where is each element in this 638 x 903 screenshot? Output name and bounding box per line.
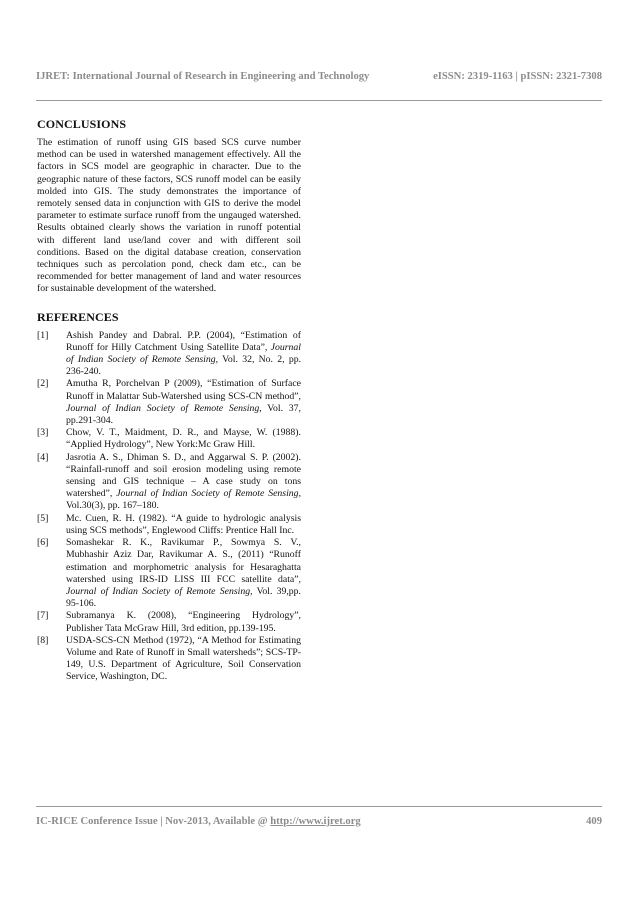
footer-info — [36, 816, 361, 827]
reference-item — [37, 378, 301, 427]
reference-item — [37, 427, 301, 451]
reference-journal: Journal of Indian Society of Remote Sensing — [66, 402, 260, 414]
reference-number: [7] — [37, 610, 49, 622]
reference-number: [1] — [37, 329, 49, 341]
reference-number: [4] — [37, 451, 49, 463]
main-column — [37, 117, 301, 684]
reference-text: Subramanya K. (2008), “Engineering Hydrology”, Publisher Tata McGraw Hill, 3rd edition, pp.139-195. — [66, 610, 301, 634]
page-footer — [36, 816, 602, 827]
reference-journal: Journal of Indian Society of Remote Sensing, — [66, 341, 301, 366]
conference-issue: IC-RICE Conference Issue | Nov-2013, Available @ — [36, 816, 271, 827]
journal-title: IJRET: International Journal of Research in Engineering and Technology — [36, 71, 370, 82]
reference-item — [37, 513, 301, 537]
conclusions-heading: CONCLUSIONS — [37, 117, 127, 131]
reference-text: Jasrotia A. S., Dhiman S. D., and Aggarwal S. P. (2002). “Rainfall-runoff and soil erosion modeling using remote sensing and GIS technique – A case study on tons watershed”, — [66, 451, 301, 500]
reference-text: Chow, V. T., Maidment, D. R., and Mayse, W. (1988). “Applied Hydrology”, New York:Mc Graw Hill. — [66, 427, 301, 451]
reference-number: [5] — [37, 512, 49, 524]
footer-divider — [36, 806, 602, 807]
reference-number: [6] — [37, 537, 49, 549]
reference-list — [37, 330, 301, 684]
reference-details: Vol. 39,pp. 95-106. — [66, 585, 301, 610]
reference-item — [37, 610, 301, 634]
reference-details: , Vol. 37, pp.291-304. — [66, 402, 301, 427]
reference-text: Mc. Cuen, R. H. (1982). “A guide to hydrologic analysis using SCS methods”, Englewood Cliffs: Prentice Hall Inc. — [66, 512, 301, 536]
references-heading: REFERENCES — [37, 309, 119, 324]
reference-text: Amutha R, Porchelvan P (2009), “Estimation of Surface Runoff in Malattar Sub-Watershed using SCS-CN method”, — [66, 378, 301, 402]
reference-item — [37, 537, 301, 610]
reference-journal: Journal of Indian Society of Remote Sensing, — [66, 585, 253, 597]
reference-item — [37, 635, 301, 684]
reference-item — [37, 330, 301, 379]
reference-item — [37, 452, 301, 513]
reference-number: [3] — [37, 427, 49, 439]
page-header — [36, 71, 602, 82]
reference-text: Somashekar R. K., Ravikumar P., Sowmya S. V., Mubhashir Aziz Dar, Ravikumar A. S., (2011) “Runoff estimation and morphometric analysis for Hesaraghatta watershed using IRS-ID LISS III FCC satellite data”, — [66, 537, 301, 585]
reference-number: [2] — [37, 378, 49, 390]
page-number: 409 — [586, 816, 602, 827]
reference-details: , Vol.30(3), pp. 167–180. — [66, 488, 301, 512]
reference-number: [8] — [37, 634, 49, 646]
conclusions-paragraph: The estimation of runoff using GIS based SCS curve number method can be used in watershed management effectively. All the factors in SCS model are geographic in character. Due to the geographic nature of these factors, SCS runoff model can be easily molded into GIS. The study demonstrates the importance of remotely sensed data in conjunction with GIS to derive the model parameter to estimate surface runoff from the ungauged watershed. Results obtained clearly shows the variation in runoff potential with different land use/land cover and with different soil conditions. Based on the digital database creation, conservation techniques such as percolation pond, check dam etc., can be recommended for better management of land and water resources for sustainable development of the watershed. — [37, 137, 301, 295]
reference-text: Ashish Pandey and Dabral. P.P. (2004), “Estimation of Runoff for Hilly Catchment Using Satellite Data”, — [66, 329, 301, 353]
header-divider — [36, 100, 602, 101]
reference-journal: Journal of Indian Society of Remote Sensing — [116, 488, 299, 500]
reference-text: USDA-SCS-CN Method (1972), “A Method for Estimating Volume and Rate of Runoff in Small watersheds”; SCS-TP-149, U.S. Department of Agriculture, Soil Conservation Service, Washington, DC. — [66, 634, 301, 683]
reference-details: Vol. 32, No. 2, pp. 236-240. — [66, 354, 302, 378]
journal-website-link[interactable]: http://www.ijret.org — [270, 816, 361, 827]
issn-info: eISSN: 2319-1163 | pISSN: 2321-7308 — [433, 71, 602, 82]
